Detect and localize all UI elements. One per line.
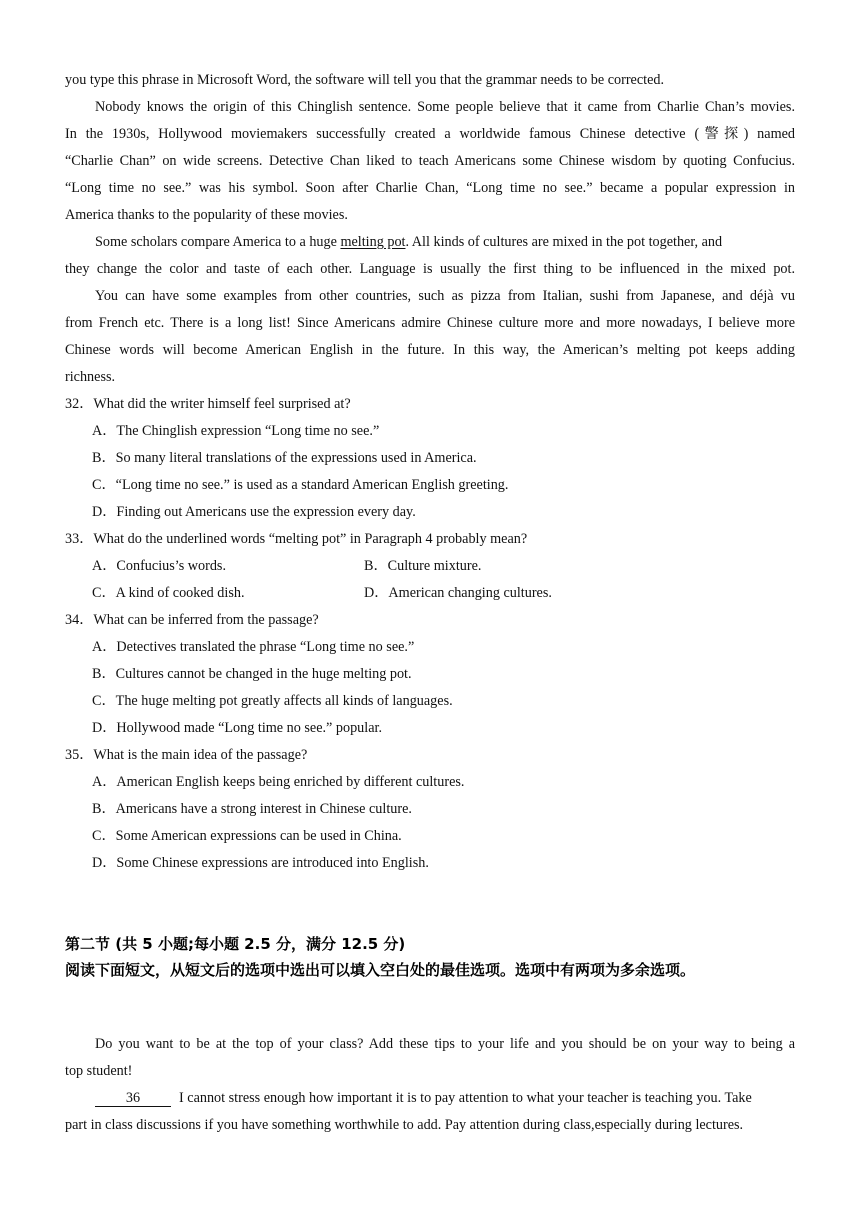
passage-line: America thanks to the popularity of these movies. <box>65 207 348 223</box>
answer-option: B．Culture mixture. <box>364 558 482 574</box>
passage-line: “Charlie Chan” on wide screens. Detective Chan liked to teach Americans some Chinese wisdom by quoting Confucius. <box>65 153 795 169</box>
passage-line: In the 1930s, Hollywood moviemakers successfully created a worldwide famous Chinese detective (警探) named <box>65 126 795 142</box>
passage-text: . All kinds of cultures are mixed in the pot together, and <box>405 234 723 250</box>
section-instruction: 阅读下面短文，从短文后的选项中选出可以填入空白处的最佳选项。选项中有两项为多余选项。 <box>65 961 696 979</box>
answer-option: A．Confucius’s words. <box>92 558 226 574</box>
answer-option: B．Americans have a strong interest in Chinese culture. <box>92 801 412 817</box>
passage-text: I cannot stress enough how important it is to pay attention to what your teacher is teaching you. Take <box>179 1090 752 1106</box>
section-title: 第二节 (共 5 小题;每小题 2.5 分，满分 12.5 分) <box>65 935 406 953</box>
passage-line: richness. <box>65 369 116 385</box>
answer-option: D．Some Chinese expressions are introduced into English. <box>92 855 429 871</box>
question-stem: 32．What did the writer himself feel surprised at? <box>65 396 351 412</box>
passage-line: part in class discussions if you have something worthwhile to add. Pay attention during class,especially during lectures. <box>65 1117 744 1133</box>
answer-option: D．American changing cultures. <box>364 585 552 601</box>
passage-line-with-blank <box>95 1088 795 1108</box>
answer-option: C．“Long time no see.” is used as a standard American English greeting. <box>92 477 509 493</box>
answer-option: D．Hollywood made “Long time no see.” popular. <box>92 720 382 736</box>
passage-line: Nobody knows the origin of this Chinglish sentence. Some people believe that it came from Charlie Chan’s movies. <box>95 99 795 115</box>
question-stem: 35．What is the main idea of the passage? <box>65 747 308 763</box>
passage-line: from French etc. There is a long list! Since Americans admire Chinese culture more and more nowadays, I believe more <box>65 315 795 331</box>
answer-option: B．So many literal translations of the expressions used in America. <box>92 450 477 466</box>
answer-option: A．American English keeps being enriched by different cultures. <box>92 774 465 790</box>
passage-line: top student! <box>65 1063 133 1079</box>
answer-option: B．Cultures cannot be changed in the huge melting pot. <box>92 666 412 682</box>
passage-text: Some scholars compare America to a huge <box>95 234 341 250</box>
answer-option: D．Finding out Americans use the expression every day. <box>92 504 416 520</box>
passage-line: you type this phrase in Microsoft Word, the software will tell you that the grammar needs to be corrected. <box>65 72 665 88</box>
question-stem: 33．What do the underlined words “melting pot” in Paragraph 4 probably mean? <box>65 531 528 547</box>
answer-option: C．The huge melting pot greatly affects all kinds of languages. <box>92 693 453 709</box>
passage-line: Chinese words will become American English in the future. In this way, the American’s melting pot keeps adding <box>65 342 795 358</box>
passage-line: Do you want to be at the top of your class? Add these tips to your life and you should be on your way to being a <box>95 1036 795 1052</box>
passage-line: they change the color and taste of each other. Language is usually the first thing to be influenced in the mixed pot. <box>65 261 795 277</box>
passage-line: “Long time no see.” was his symbol. Soon after Charlie Chan, “Long time no see.” became a popular expression in <box>65 180 795 196</box>
underlined-melting-pot: melting pot <box>340 234 406 250</box>
answer-option: A．Detectives translated the phrase “Long time no see.” <box>92 639 415 655</box>
blank-36: 36 <box>95 1091 171 1107</box>
question-stem: 34．What can be inferred from the passage? <box>65 612 319 628</box>
passage-line: You can have some examples from other countries, such as pizza from Italian, sushi from Japanese, and déjà vu <box>95 288 795 304</box>
passage-line-underlined <box>95 232 795 252</box>
answer-option: C．A kind of cooked dish. <box>92 585 245 601</box>
answer-option: C．Some American expressions can be used in China. <box>92 828 402 844</box>
answer-option: A．The Chinglish expression “Long time no see.” <box>92 423 380 439</box>
